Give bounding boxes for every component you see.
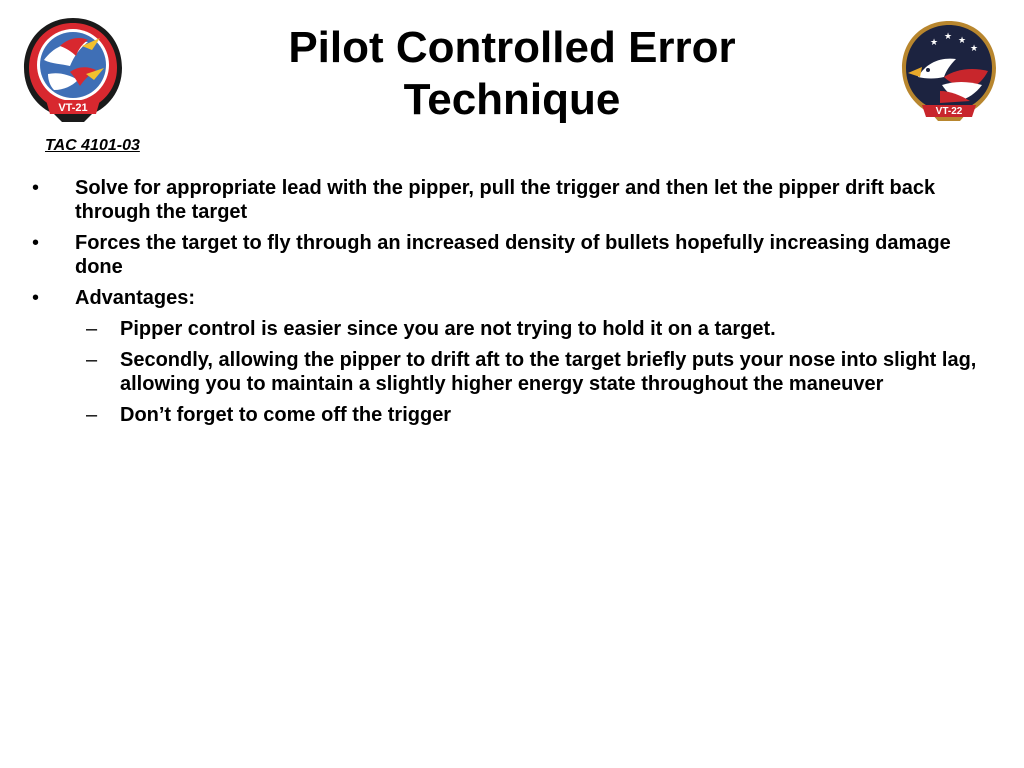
bullet-marker: •	[32, 177, 40, 199]
svg-text:★: ★	[930, 38, 939, 48]
sub-bullet-marker: –	[86, 349, 98, 371]
slide-title	[200, 22, 824, 126]
bullet-marker: •	[32, 287, 40, 309]
title-line-2: Technique	[403, 75, 621, 124]
sub-bullet-item	[30, 317, 1000, 341]
bullet-text: Solve for appropriate lead with the pipper, pull the trigger and then let the pipper drift back through the target	[75, 177, 936, 223]
document-code: TAC 4101-03	[45, 137, 140, 154]
vt22-squadron-logo	[900, 19, 998, 123]
svg-text:★: ★	[958, 36, 967, 46]
svg-text:★: ★	[944, 32, 953, 42]
vt22-logo-label: VT-22	[935, 106, 963, 117]
bullet-item	[30, 176, 1000, 224]
slide-content	[30, 176, 1000, 434]
title-line-1: Pilot Controlled Error	[288, 23, 736, 72]
sub-bullet-item	[30, 403, 1000, 427]
svg-text:★: ★	[970, 44, 979, 54]
bullet-item	[30, 286, 1000, 310]
sub-bullet-marker: –	[86, 404, 98, 426]
sub-bullet-text: Secondly, allowing the pipper to drift aft to the target briefly puts your nose into slight lag, allowing you to maintain a slightly higher energy state throughout the maneuver	[120, 349, 977, 395]
sub-bullet-text: Don’t forget to come off the trigger	[120, 404, 452, 426]
bullet-item	[30, 231, 1000, 279]
sub-bullet-marker: –	[86, 318, 98, 340]
vt21-logo-label: VT-21	[58, 102, 88, 114]
sub-bullet-text: Pipper control is easier since you are not trying to hold it on a target.	[120, 318, 776, 340]
bullet-text: Forces the target to fly through an increased density of bullets hopefully increasing damage done	[75, 232, 951, 278]
bullet-text: Advantages:	[75, 287, 196, 309]
sub-bullet-item	[30, 348, 1000, 396]
bullet-marker: •	[32, 232, 40, 254]
vt21-squadron-logo	[22, 16, 124, 124]
